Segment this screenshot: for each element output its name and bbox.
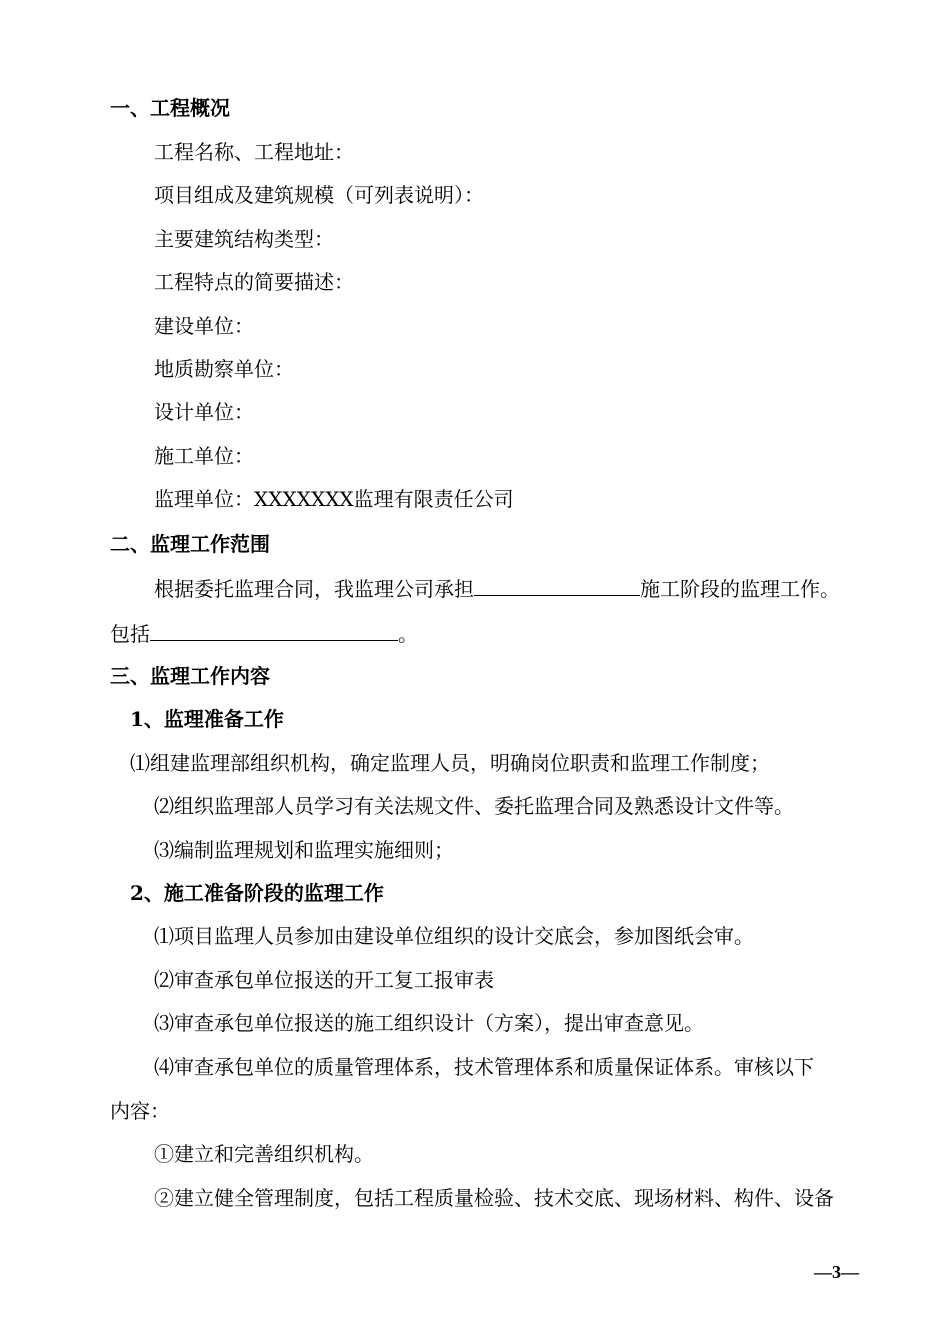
section-heading-content: 三、监理工作内容 <box>110 664 270 688</box>
list-item: ⑷审查承包单位的质量管理体系，技术管理体系和质量保证体系。审核以下 <box>154 1055 814 1079</box>
fill-in-blank <box>150 618 398 641</box>
design-unit: 设计单位： <box>154 400 254 424</box>
scope-text-after: 施工阶段的监理工作。 <box>640 577 840 601</box>
geological-survey-unit: 地质勘察单位： <box>154 357 294 381</box>
contractor-unit: 施工单位： <box>154 444 254 468</box>
list-item: ⑵组织监理部人员学习有关法规文件、委托监理合同及熟悉设计文件等。 <box>154 794 794 818</box>
list-item: ⑵审查承包单位报送的开工复工报审表 <box>154 968 494 992</box>
sub-list-item: ②建立健全管理制度，包括工程质量检验、技术交底、现场材料、构件、设备 <box>154 1186 834 1210</box>
section-heading-overview: 一、工程概况 <box>110 96 230 120</box>
list-item: ⑶审查承包单位报送的施工组织设计（方案），提出审查意见。 <box>154 1011 704 1035</box>
sub-list-item: ①建立和完善组织机构。 <box>154 1142 374 1166</box>
fill-in-blank <box>474 573 640 596</box>
page-number: —3— <box>814 1262 859 1282</box>
section-heading-scope: 二、监理工作范围 <box>110 532 270 556</box>
list-item: ⑶编制监理规划和监理实施细则； <box>154 838 454 862</box>
scope-include-label: 包括 <box>110 622 150 646</box>
subsection-heading-construction-prep: 2、施工准备阶段的监理工作 <box>130 881 384 905</box>
project-features: 工程特点的简要描述： <box>154 270 354 294</box>
project-composition-scale: 项目组成及建筑规模（可列表说明）： <box>154 183 484 207</box>
scope-line-1 <box>154 573 840 603</box>
construction-owner: 建设单位： <box>154 314 254 338</box>
project-name-address: 工程名称、工程地址： <box>154 140 354 164</box>
list-item: ⑴组建监理部组织机构，确定监理人员，明确岗位职责和监理工作制度； <box>130 751 770 775</box>
subsection-heading-preparation: 1、监理准备工作 <box>130 707 284 731</box>
list-item-continuation: 内容： <box>110 1099 170 1123</box>
main-structure-type: 主要建筑结构类型： <box>154 227 334 251</box>
scope-text-before: 根据委托监理合同，我监理公司承担 <box>154 577 474 601</box>
scope-include-end: 。 <box>398 622 418 646</box>
supervision-unit: 监理单位：XXXXXXX监理有限责任公司 <box>154 487 514 511</box>
scope-line-2 <box>110 618 418 648</box>
list-item: ⑴项目监理人员参加由建设单位组织的设计交底会，参加图纸会审。 <box>154 924 754 948</box>
